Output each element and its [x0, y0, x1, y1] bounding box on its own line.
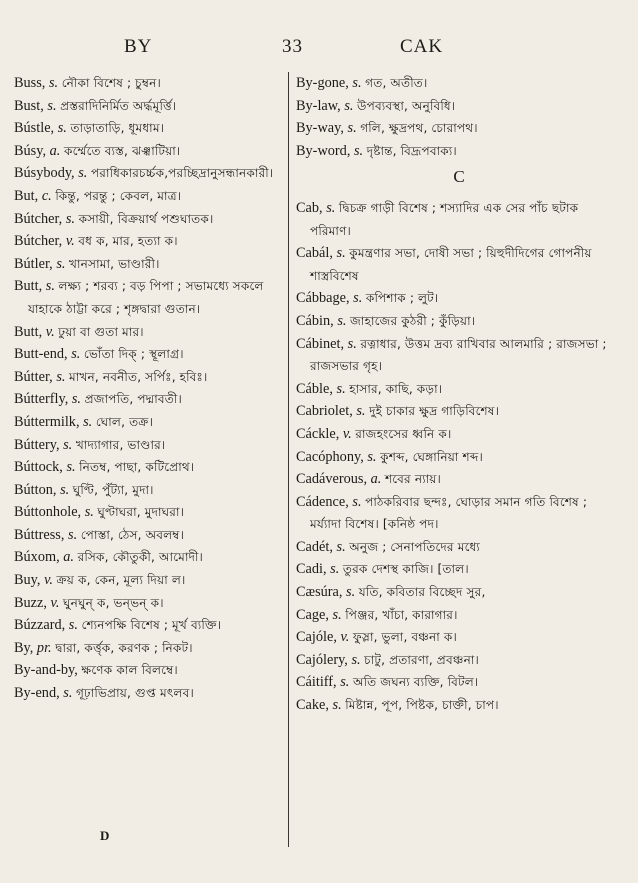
entry-part-of-speech: s. [336, 380, 346, 397]
entry-headword: By-end, [14, 685, 60, 702]
entry-definition: ক্রয় ক, কেন, মূল্য দিয়া ল। [56, 573, 186, 588]
entry-part-of-speech: s. [332, 606, 342, 623]
entry-definition: গত, অতীত। [365, 76, 428, 90]
dictionary-entry [296, 197, 622, 242]
entry-part-of-speech: s. [326, 199, 336, 216]
section-letter: C [453, 167, 465, 187]
entry-definition: যতি, কবিতার বিচ্ছেদ সুর, [358, 585, 486, 600]
entry-headword: Cadi, [296, 561, 327, 578]
entry-headword: But, [14, 187, 39, 204]
entry-part-of-speech: s. [356, 403, 366, 420]
entry-headword: Butt, [14, 278, 43, 295]
entry-headword: Cage, [296, 606, 329, 623]
entry-headword: Cadáverous, [296, 471, 368, 488]
page-header [0, 36, 638, 64]
dictionary-entry [296, 536, 622, 559]
entry-headword: Cajólery, [296, 651, 348, 668]
entry-definition: রাজহংসের ধ্বনি ক। [355, 426, 452, 441]
entry-headword: Bust, [14, 97, 44, 114]
entry-definition: রসিক, কৌতুকী, আমোদী। [77, 550, 204, 565]
entry-headword: By-word, [296, 142, 351, 159]
right-column [296, 72, 622, 852]
entry-headword: Bútcher, [14, 210, 63, 227]
dictionary-entry [14, 230, 282, 253]
entry-definition: তুরক দেশস্থ কাজি। [তাল। [342, 562, 469, 577]
entry-definition: মিষ্টান্ন, পূপ, পিষ্টক, চাক্তী, চাপ। [345, 698, 499, 713]
entry-part-of-speech: s. [336, 245, 346, 262]
dictionary-entry [14, 117, 282, 140]
entry-headword: Bútterfly, [14, 391, 69, 408]
entry-definition: নিতম্ব, পাছা, কটিপ্রোথ। [79, 460, 195, 475]
entry-definition: বধ ক, মার, হত্যা ক। [78, 234, 178, 249]
dictionary-entry [14, 72, 282, 95]
entry-definition: জাহাজের কুঠরী ; কুঁড়িয়া। [350, 313, 476, 328]
dictionary-entry [296, 649, 622, 672]
entry-headword: Cajóle, [296, 629, 337, 646]
entry-headword: Buss, [14, 75, 46, 91]
entry-part-of-speech: s. [84, 504, 94, 521]
entry-definition: মাখন, নবনীত, সর্পিঃ, হবিঃ। [69, 369, 208, 384]
entry-headword: Cæsúra, [296, 584, 343, 601]
entry-definition: কুশব্দ, ঘেঙ্গানিয়া শব্দ। [380, 449, 483, 464]
right-column-top-entries [296, 72, 622, 162]
dictionary-entry [296, 626, 622, 649]
dictionary-entry [14, 411, 282, 434]
dictionary-entry [14, 434, 282, 457]
entry-part-of-speech: s. [63, 685, 73, 702]
dictionary-entry [296, 400, 622, 423]
entry-definition: শ্যেনপক্ষি বিশেষ ; মূর্খ ব্যক্তি। [81, 618, 222, 633]
entry-headword: Búttonhole, [14, 504, 82, 521]
entry-definition: ক্ষণেক কাল বিলম্বে। [81, 663, 178, 678]
entry-part-of-speech: s. [63, 436, 73, 453]
dictionary-entry [14, 479, 282, 502]
entry-headword: Buy, [14, 572, 41, 589]
dictionary-entry [14, 343, 282, 366]
entry-headword: Butt, [14, 323, 43, 340]
dictionary-entry [14, 546, 282, 569]
dictionary-entry [14, 637, 282, 660]
dictionary-entry [14, 140, 282, 163]
entry-definition: দ্বারা, কর্ত্তৃক, করণক ; নিকট। [55, 640, 193, 655]
dictionary-entry [296, 242, 622, 287]
entry-part-of-speech: v. [340, 629, 350, 646]
dictionary-entry [14, 682, 282, 705]
entry-headword: Cadét, [296, 538, 333, 555]
entry-definition: দৃষ্টান্ত, বিদ্রূপবাক্য। [366, 143, 457, 158]
entry-definition: গলি, ক্ষুদ্রপথ, চোরাপথ। [360, 121, 478, 136]
entry-part-of-speech: a. [370, 471, 382, 488]
dictionary-entry [296, 140, 622, 163]
entry-headword: Cábbage, [296, 290, 350, 307]
entry-part-of-speech: c. [41, 187, 52, 204]
dictionary-entry [14, 659, 282, 682]
entry-part-of-speech: s. [346, 584, 356, 601]
dictionary-entry [14, 569, 282, 592]
entry-headword: Cáble, [296, 380, 333, 397]
entry-definition: ফুস্লা, ভুলা, বঞ্চনা ক। [352, 630, 457, 645]
dictionary-entry [296, 287, 622, 310]
entry-definition: দ্বিচক্র গাড়ী বিশেষ ; শস্যাদির এক সের পাঁচ ছটাক পরিমাণ। [310, 200, 579, 238]
entry-headword: Búttermilk, [14, 413, 80, 430]
dictionary-entry [296, 72, 622, 95]
entry-part-of-speech: s. [337, 312, 347, 329]
entry-part-of-speech: v. [50, 594, 60, 611]
dictionary-entry [14, 95, 282, 118]
entry-definition: ঘোল, তক্র। [95, 414, 154, 429]
entry-part-of-speech: s. [336, 538, 346, 555]
entry-part-of-speech: s. [340, 674, 350, 691]
entry-definition: অনুজ ; সেনাপতিদের মধ্যে [349, 539, 480, 554]
dictionary-entry [296, 446, 622, 469]
entry-part-of-speech: s. [83, 413, 93, 430]
dictionary-entry [14, 253, 282, 276]
entry-part-of-speech: s. [353, 290, 363, 307]
entry-definition: শবের ন্যায়। [384, 472, 442, 487]
entry-part-of-speech: s. [60, 481, 70, 498]
dictionary-entry [14, 275, 282, 320]
dictionary-entry [14, 366, 282, 389]
dictionary-entry [14, 162, 282, 185]
entry-definition: ভোঁতা দিক্ ; স্থূলাগ্র। [83, 347, 184, 362]
dictionary-entry [14, 456, 282, 479]
entry-definition: ঘুণ্টি, পুঁট্যা, মুদা। [72, 482, 154, 497]
entry-headword: Cabál, [296, 245, 333, 262]
entry-part-of-speech: a. [63, 549, 74, 566]
entry-definition: লক্ষ্য ; শরব্য ; বড় পিপা ; সভামধ্যে সকলে যাহাকে ঠাট্টা করে ; শৃঙ্গদ্বারা গুতান। [28, 279, 264, 316]
dictionary-entry [296, 581, 622, 604]
dictionary-entry [296, 333, 622, 378]
entry-headword: Cake, [296, 697, 329, 714]
entry-part-of-speech: a. [49, 142, 61, 159]
entry-part-of-speech: s. [78, 165, 88, 182]
entry-headword: Butt-end, [14, 346, 68, 363]
column-divider [288, 72, 289, 847]
dictionary-entry [296, 558, 622, 581]
entry-definition: পরাধিকারচর্চ্চক,পরচ্ছিদ্রানুসন্ধানকারী। [90, 166, 274, 181]
entry-definition: অতি জঘন্য ব্যক্তি, বিটল। [352, 675, 479, 690]
entry-part-of-speech: v. [65, 233, 75, 250]
entry-part-of-speech: s. [352, 493, 362, 510]
entry-part-of-speech: s. [68, 617, 78, 634]
dictionary-entry [14, 524, 282, 547]
entry-headword: By-law, [296, 97, 341, 114]
entry-definition: উপব্যবস্থা, অনুবিধি। [357, 98, 456, 113]
dictionary-entry [296, 378, 622, 401]
entry-part-of-speech: s. [45, 278, 55, 295]
entry-definition: পাঠকরিবার ছন্দঃ, ঘোড়ার সমান গতি বিশেষ ; মর্য্যাদা বিশেষ। [কনিষ্ঠ পদ। [310, 494, 588, 532]
entry-definition: পোস্তা, ঠেস, অবলম্ব। [80, 527, 185, 542]
entry-part-of-speech: s. [347, 120, 357, 137]
entry-headword: Cab, [296, 199, 323, 216]
dictionary-entry [296, 604, 622, 627]
entry-part-of-speech: s. [47, 97, 57, 114]
entry-definition: কিন্তু, পরন্তু ; কেবল, মাত্র। [55, 188, 182, 203]
entry-headword: Búxom, [14, 549, 60, 566]
dictionary-entry [296, 310, 622, 333]
entry-headword: Cádence, [296, 493, 349, 510]
dictionary-entry [296, 117, 622, 140]
dictionary-entry [296, 491, 622, 536]
page-number: 33 [282, 36, 303, 57]
dictionary-entry [14, 208, 282, 231]
entry-headword: Buzz, [14, 594, 47, 611]
entry-part-of-speech: s. [71, 346, 81, 363]
header-left-guideword: BY [124, 36, 153, 57]
entry-definition: নৌকা বিশেষ ; চুম্বন। [61, 76, 161, 90]
entry-definition: ঘুনঘুন্ ক, ভন্ভন্ ক। [62, 595, 164, 610]
entry-headword: Cáitiff, [296, 674, 337, 691]
entry-headword: Cacóphony, [296, 448, 364, 465]
entry-part-of-speech: v. [44, 572, 53, 589]
entry-part-of-speech: s. [66, 459, 76, 476]
dictionary-entry [14, 501, 282, 524]
dictionary-entry [296, 423, 622, 446]
entry-definition: তাড়াতাড়ি, ধূমধাম। [70, 121, 165, 136]
signature-mark: D [100, 828, 110, 843]
entry-headword: Bústle, [14, 120, 55, 137]
entry-part-of-speech: s. [330, 561, 340, 578]
entry-headword: Cábinet, [296, 335, 345, 352]
entry-headword: Búttress, [14, 526, 65, 543]
entry-definition: কসায়ী, বিক্রয়ার্থ পশুঘাতক। [78, 211, 214, 226]
entry-part-of-speech: s. [367, 448, 377, 465]
entry-definition: খাদ্যাগার, ভাণ্ডার। [75, 437, 166, 452]
entry-part-of-speech: s. [48, 75, 59, 91]
entry-part-of-speech: s. [352, 75, 362, 91]
entry-part-of-speech: s. [347, 335, 357, 352]
entry-definition: ঢুয়া বা গুতা মার। [58, 324, 144, 339]
entry-headword: Búzzard, [14, 617, 66, 634]
entry-headword: By-and-by, [14, 662, 78, 679]
entry-definition: প্রস্তরাদিনির্মিত অর্দ্ধমূর্ত্তি। [60, 98, 177, 113]
entry-part-of-speech: s. [71, 391, 81, 408]
entry-part-of-speech: v. [342, 425, 352, 442]
entry-definition: পিঞ্জর, খাঁচা, কারাগার। [345, 607, 458, 622]
dictionary-entry [14, 185, 282, 208]
entry-part-of-speech: s. [56, 368, 66, 385]
entry-headword: Bútcher, [14, 233, 63, 250]
dictionary-entry [14, 321, 282, 344]
entry-definition: গূঢ়াভিপ্রায়, গুপ্ত মৎলব। [75, 686, 194, 701]
entry-headword: Búsybody, [14, 165, 75, 182]
dictionary-entry [296, 95, 622, 118]
dictionary-entry [296, 694, 622, 717]
dictionary-entry [14, 592, 282, 615]
entry-part-of-speech: s. [344, 97, 354, 114]
entry-definition: কুমন্ত্রণার সভা, দোষী সভা ; য়িহুদীদিগের গোপনীয় শাস্ত্রবিশেষ [310, 246, 592, 283]
entry-definition: প্রজাপতি, পদ্মাবতী। [84, 392, 182, 407]
dictionary-entry [296, 671, 622, 694]
entry-part-of-speech: v. [45, 323, 55, 340]
entry-part-of-speech: s. [56, 255, 66, 272]
entry-headword: By-way, [296, 120, 344, 137]
entry-part-of-speech: s. [57, 120, 67, 137]
entry-headword: Búsy, [14, 142, 47, 159]
entry-headword: Cábin, [296, 312, 334, 329]
entry-headword: Bútler, [14, 255, 53, 272]
entry-part-of-speech: s. [65, 210, 75, 227]
entry-definition: খানসামা, ভাণ্ডারী। [69, 256, 160, 271]
entry-part-of-speech: s. [351, 651, 361, 668]
entry-headword: By, [14, 639, 34, 656]
dictionary-entry [14, 614, 282, 637]
entry-definition: চাটু, প্রতারণা, প্রবঞ্চনা। [364, 652, 480, 667]
entry-part-of-speech: s. [332, 697, 342, 714]
entry-headword: Cabriolet, [296, 403, 353, 420]
entry-definition: দুই চাকার ক্ষুদ্র গাড়িবিশেষ। [369, 404, 500, 419]
entry-definition: কপিশাক ; লুট। [365, 291, 439, 306]
entry-part-of-speech: s. [68, 526, 78, 543]
entry-headword: Cáckle, [296, 425, 340, 442]
header-right-guideword: CAK [400, 36, 444, 57]
entry-definition: কর্ম্মেতে ব্যস্ত, ঝঞ্ঝাটিয়া। [63, 143, 181, 158]
entry-definition: হাসার, কাছি, কড়া। [349, 381, 443, 396]
entry-headword: By-gone, [296, 75, 349, 91]
entry-definition: রত্নাধার, উত্তম দ্রব্য রাখিবার আলমারি ; রাজসভা ; রাজসভার গৃহ। [310, 336, 607, 374]
entry-part-of-speech: s. [353, 142, 364, 159]
dictionary-entry [14, 388, 282, 411]
entry-headword: Búttery, [14, 436, 60, 453]
entry-headword: Búttock, [14, 459, 63, 476]
entry-headword: Bútton, [14, 481, 57, 498]
entry-headword: Bútter, [14, 368, 53, 385]
left-column [14, 72, 282, 852]
dictionary-entry [296, 468, 622, 491]
entry-definition: ঘুণ্টাঘরা, মুদাঘরা। [97, 505, 185, 520]
right-column-entries [296, 197, 622, 717]
entry-part-of-speech: pr. [36, 639, 52, 656]
